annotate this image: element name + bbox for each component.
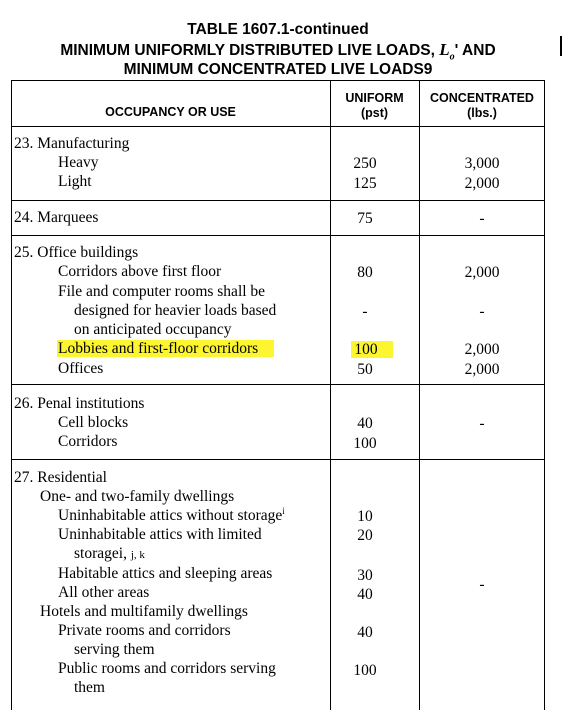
manufacturing-light-concentrated: 2,000 bbox=[464, 175, 500, 192]
table-title-line3: MINIMUM CONCENTRATED LIVE LOADS9 bbox=[123, 61, 433, 78]
residential-other-uniform: 40 bbox=[357, 586, 373, 603]
marquees-concentrated: - bbox=[479, 210, 485, 227]
row-marquees-label: 24. Marquees bbox=[14, 209, 99, 226]
residential-habitable-label: Habitable attics and sleeping areas bbox=[58, 565, 273, 582]
residential-private-label-1: Private rooms and corridors bbox=[58, 622, 231, 639]
office-corridors-concentrated: 2,000 bbox=[464, 264, 500, 281]
residential-private-label-2: serving them bbox=[74, 641, 155, 658]
header-divider bbox=[11, 126, 545, 127]
residential-attic2-label: Uninhabitable attics with limited bbox=[58, 526, 262, 543]
residential-public-label-2: them bbox=[74, 679, 105, 696]
office-file-label-2: designed for heavier loads based bbox=[74, 302, 277, 319]
residential-concentrated: - bbox=[479, 576, 485, 593]
header-uniform bbox=[330, 91, 419, 121]
manufacturing-heavy-label: Heavy bbox=[58, 154, 99, 171]
row-divider-24 bbox=[11, 235, 545, 236]
office-file-uniform: - bbox=[362, 303, 368, 320]
lo-symbol: $L_o$ bbox=[439, 40, 455, 63]
residential-private-uniform: 40 bbox=[357, 624, 373, 641]
manufacturing-heavy-concentrated: 3,000 bbox=[464, 155, 500, 172]
office-file-concentrated: - bbox=[479, 303, 485, 320]
header-uniform-1: UNIFORM bbox=[345, 91, 404, 105]
office-offices-label: Offices bbox=[58, 360, 104, 377]
penal-cell-uniform: 40 bbox=[357, 415, 373, 432]
residential-attic2-label-2 bbox=[74, 544, 145, 565]
attic1-text: Uninhabitable attics without storage bbox=[58, 507, 283, 524]
office-corridors-label: Corridors above first floor bbox=[58, 263, 222, 280]
row-divider-26 bbox=[11, 459, 545, 460]
change-bar bbox=[560, 36, 562, 56]
marquees-uniform: 75 bbox=[357, 210, 373, 227]
penal-concentrated: - bbox=[479, 415, 485, 432]
office-offices-uniform: 50 bbox=[357, 361, 373, 378]
header-occupancy: OCCUPANCY OR USE bbox=[105, 105, 236, 119]
header-uniform-2: (pst) bbox=[360, 106, 389, 120]
manufacturing-light-label: Light bbox=[58, 173, 92, 190]
header-concentrated bbox=[419, 91, 545, 121]
office-offices-concentrated: 2,000 bbox=[464, 361, 500, 378]
table-title-line1: TABLE 1607.1-continued bbox=[187, 21, 369, 38]
attic1-footnote: i bbox=[282, 505, 285, 516]
residential-onetwo-label: One- and two-family dwellings bbox=[40, 488, 235, 505]
office-lobbies-uniform: 100 bbox=[354, 341, 378, 358]
header-concentrated-2: (lbs.) bbox=[467, 106, 497, 120]
office-file-label-3: on anticipated occupancy bbox=[74, 321, 232, 338]
residential-hotels-label: Hotels and multifamily dwellings bbox=[40, 603, 248, 620]
residential-other-label: All other areas bbox=[58, 584, 150, 601]
manufacturing-heavy-uniform: 250 bbox=[353, 155, 377, 172]
row-manufacturing-label: 23. Manufacturing bbox=[14, 135, 130, 152]
row-residential-label: 27. Residential bbox=[14, 469, 107, 486]
office-lobbies-concentrated: 2,000 bbox=[464, 341, 500, 358]
residential-public-uniform: 100 bbox=[353, 662, 377, 679]
residential-attic1-label bbox=[58, 506, 285, 525]
manufacturing-light-uniform: 125 bbox=[353, 175, 377, 192]
office-file-label-1: File and computer rooms shall be bbox=[58, 283, 266, 300]
row-penal-label: 26. Penal institutions bbox=[14, 395, 145, 412]
header-concentrated-1: CONCENTRATED bbox=[430, 91, 534, 105]
residential-attic1-uniform: 10 bbox=[357, 508, 373, 525]
office-lobbies-label: Lobbies and first-floor corridors bbox=[58, 340, 259, 357]
office-corridors-uniform: 80 bbox=[357, 264, 373, 281]
row-divider-25 bbox=[11, 384, 545, 385]
penal-corridors-label: Corridors bbox=[58, 433, 118, 450]
residential-public-label-1: Public rooms and corridors serving bbox=[58, 660, 276, 677]
residential-habitable-uniform: 30 bbox=[357, 567, 373, 584]
title-line2-a: MINIMUM UNIFORMLY DISTRIBUTED LIVE LOADS, bbox=[60, 42, 440, 59]
row-divider-23 bbox=[11, 200, 545, 201]
attic2b-text: storagei, bbox=[74, 545, 127, 562]
penal-cell-label: Cell blocks bbox=[58, 414, 129, 431]
penal-corridors-uniform: 100 bbox=[353, 435, 377, 452]
title-line2-b: ' AND bbox=[454, 42, 496, 59]
row-office-label: 25. Office buildings bbox=[14, 244, 139, 261]
attic2b-footnote: j, k bbox=[130, 549, 145, 561]
residential-attic2-uniform: 20 bbox=[357, 527, 373, 544]
